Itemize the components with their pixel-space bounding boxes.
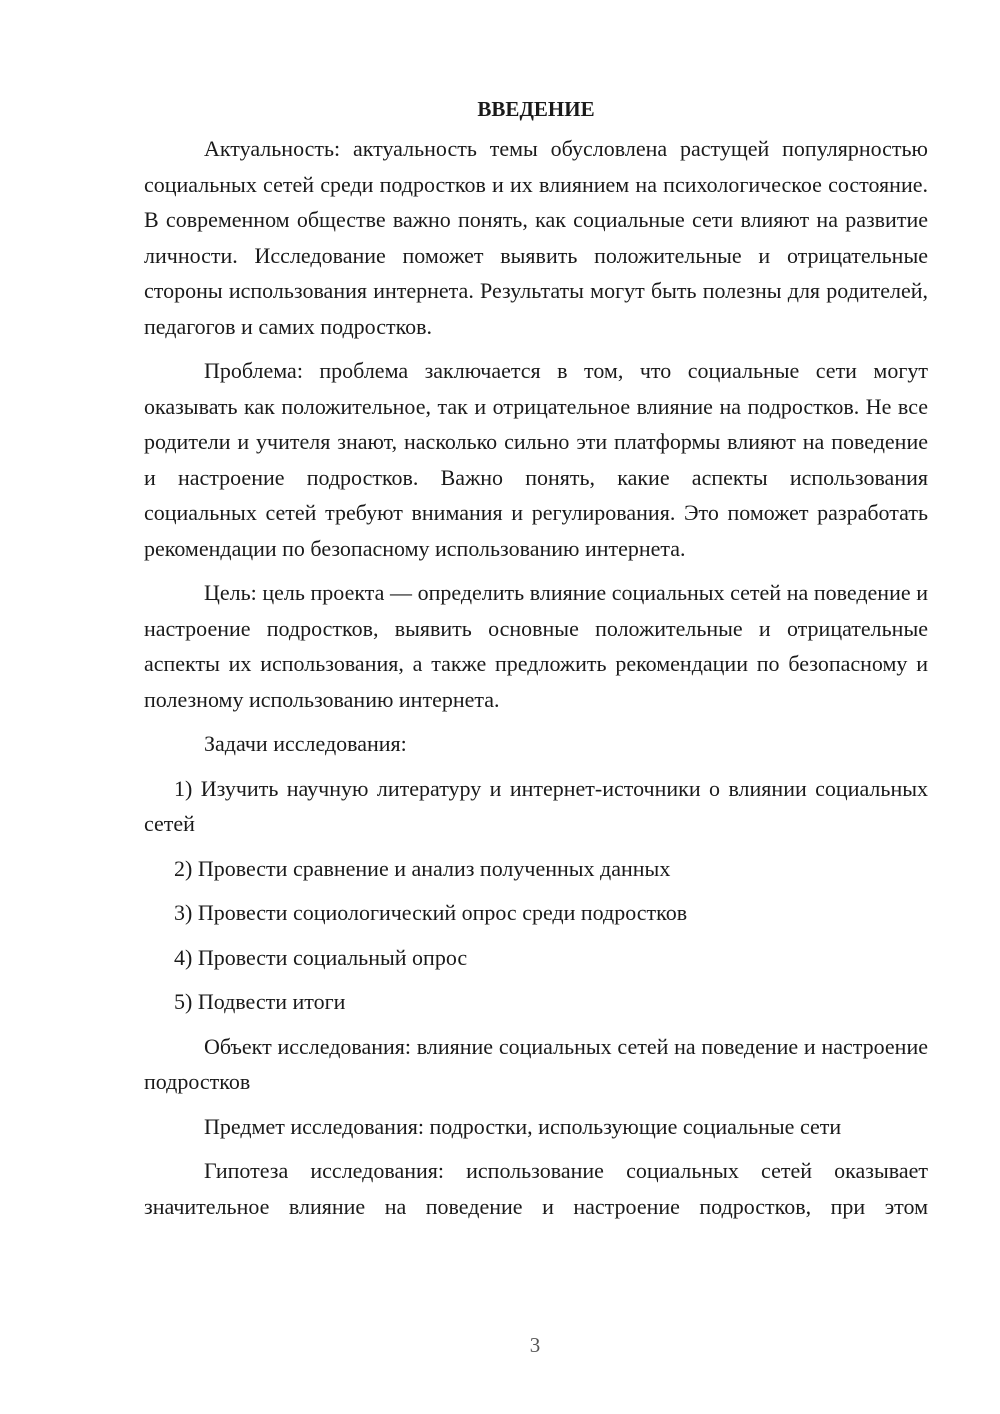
problem-paragraph: Проблема: проблема заключается в том, что социальные сети могут оказывать как положительное, так и отрицательное влияние на подростков. Не все родители и учителя знают, насколько сильно эти платформы влияют на поведение и настроение подростков. Важно понять, какие аспекты использования социальных сетей требуют внимания и регулирования. Это поможет разработать рекомендации по безопасному использованию интернета. [144,358,928,561]
object-paragraph: Объект исследования: влияние социальных сетей на поведение и настроение подростков [144,1033,928,1094]
subject-paragraph: Предмет исследования: подростки, использующие социальные сети [204,1113,842,1139]
hypothesis-paragraph: Гипотеза исследования: использование социальных сетей оказывает значительное влияние на поведение и настроение подростков, при этом [144,1158,928,1219]
page-title: ВВЕДЕНИЕ [477,97,595,121]
task-item-3: 3) Провести социологический опрос среди подростков [174,900,688,925]
task-item-5: 5) Подвести итоги [174,989,346,1014]
task-item-2: 2) Провести сравнение и анализ полученных данных [174,855,671,881]
tasks-heading: Задачи исследования: [204,731,407,756]
document-page [144,92,928,1233]
relevance-paragraph: Актуальность: актуальность темы обусловлена растущей популярностью социальных сетей среди подростков и их влиянием на психологическое состояние. В современном обществе важно понять, как социальные сети влияют на развитие личности. Исследование поможет выявить положительные и отрицательные стороны использования интернета. Результаты могут быть полезны для родителей, педагогов и самих подростков. [144,136,928,339]
page-number: 3 [529,1333,541,1357]
task-item-4: 4) Провести социальный опрос [174,944,468,970]
task-item-1: 1) Изучить научную литературу и интернет-источники о влиянии социальных сетей [144,775,928,836]
goal-paragraph: Цель: цель проекта — определить влияние социальных сетей на поведение и настроение подростков, выявить основные положительные и отрицательные аспекты их использования, а также предложить рекомендации по безопасному и полезному использованию интернета. [144,580,928,712]
